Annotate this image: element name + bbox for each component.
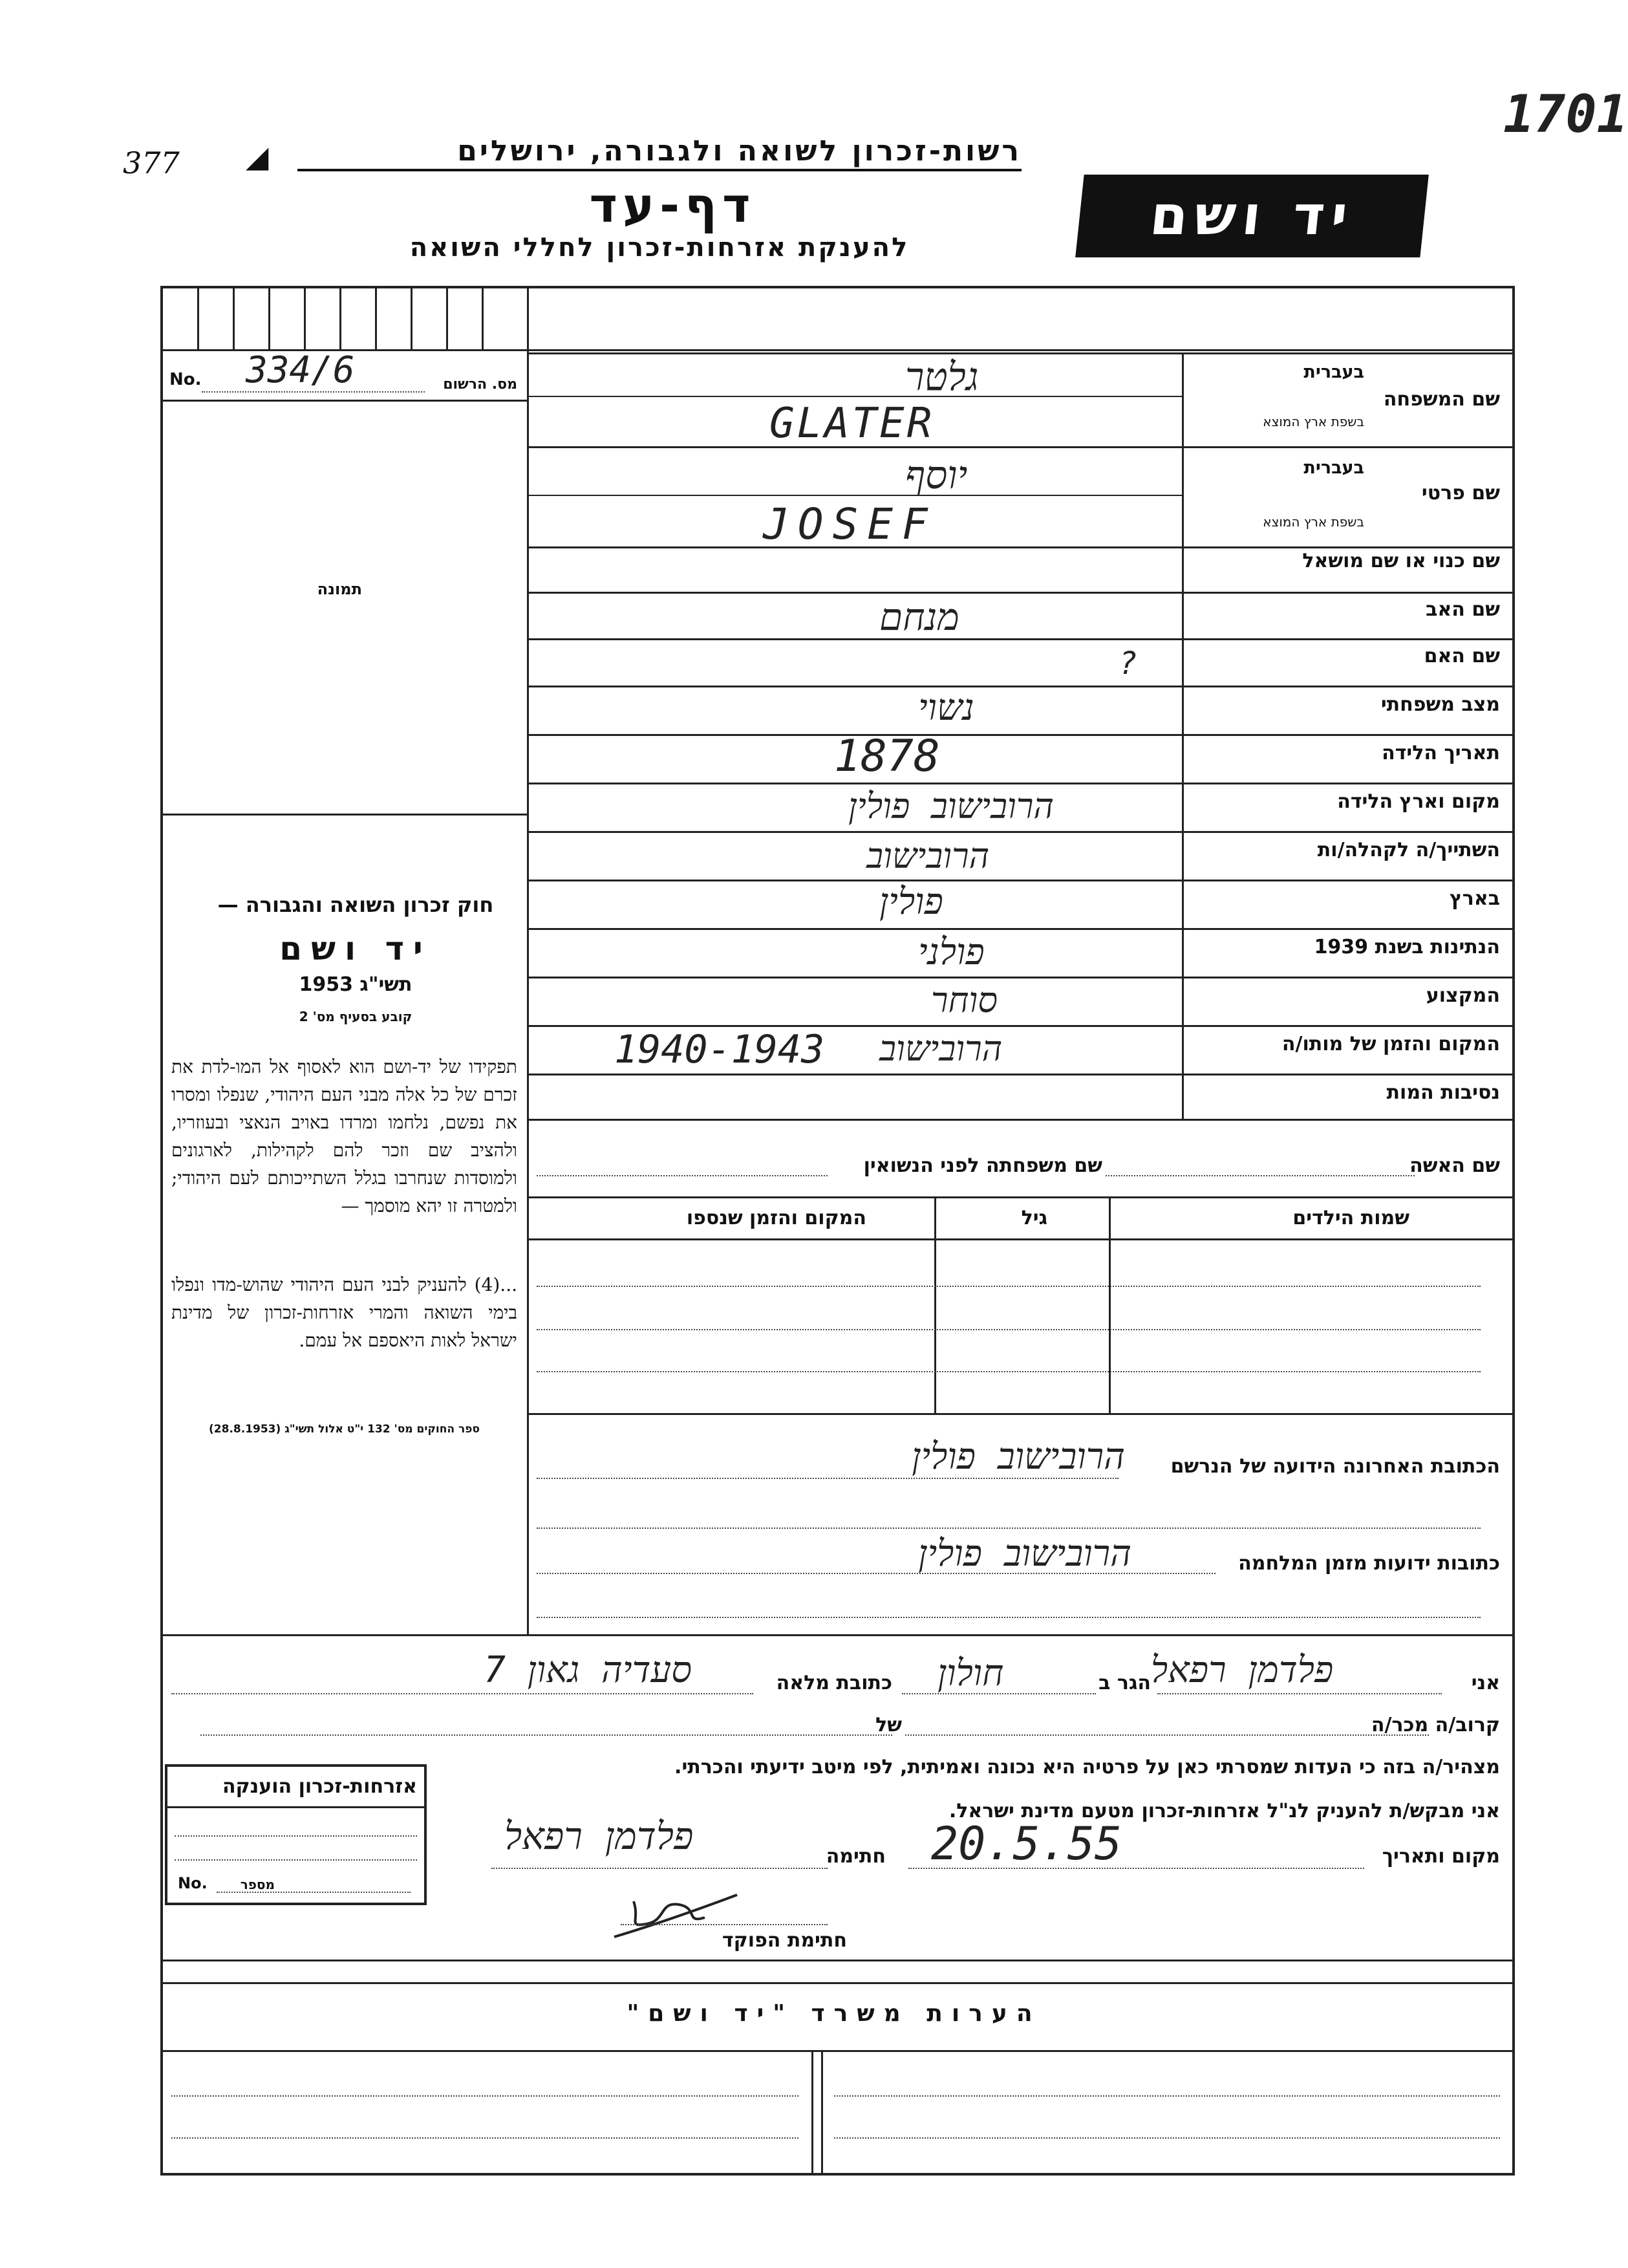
remarks-line [171, 2137, 798, 2139]
mother-value: ? [1119, 645, 1137, 682]
marital-label: מצב משפחתי [1380, 693, 1500, 716]
war-address-label: כתובות ידועות מזמן המלחמה [1238, 1552, 1500, 1575]
page-number: 377 [123, 146, 180, 180]
law-year: תשי"ג 1953 [299, 973, 412, 996]
country-value: פולין [879, 881, 943, 923]
family-name-label: שם המשפחה [1383, 388, 1500, 411]
death-years-value: 1940-1943 [614, 1027, 825, 1072]
remarks-line [171, 2095, 798, 2097]
last-address-label: הכתובת האחרונה הידועה של הנרשם [1170, 1455, 1500, 1478]
registration-number: 334/6 [246, 349, 355, 391]
wife-label: שם האשה [1409, 1154, 1500, 1177]
signature-value: פלדמן רפאל [504, 1814, 694, 1858]
children-row [537, 1329, 1481, 1330]
grant-box-no-label: No. [178, 1874, 208, 1892]
file-number: 1701 [1503, 84, 1628, 144]
city-value: חולון [937, 1652, 1004, 1694]
grant-box-number-label: מספר [240, 1877, 275, 1892]
citizenship-label: הנתינות בשנת 1939 [1314, 936, 1500, 958]
children-age-header: גיל [1021, 1207, 1047, 1229]
form-title: דף-עד [589, 178, 756, 233]
request-text: אני מבקש/ת להעניק לנ"ל אזרחות-זכרון מטעם מדינת ישראל. [948, 1800, 1500, 1822]
law-text-clause4: ...(4) להעניק לבני העם היהודי שהוש-מדו ונפלו בימי השואה והמרי אזרחות-זכרון של מדינת ישראל לאות היאספם אל עמם. [171, 1274, 517, 1351]
country-label: בארץ [1449, 887, 1500, 910]
death-place-value: הרובישוב [879, 1028, 1003, 1069]
last-address-value: הרובישוב פולין [912, 1436, 1125, 1478]
birth-place-value: הרובישוב פולין [848, 786, 1054, 826]
wife-maiden-label: שם משפחתה לפני הנשואין [863, 1154, 1102, 1177]
marital-value: נשוי [918, 687, 974, 729]
first-name-label: שם פרטי [1421, 482, 1500, 504]
date-value: 20.5.55 [931, 1817, 1122, 1870]
place-date-label: מקום ותאריך [1382, 1845, 1500, 1868]
death-label: המקום והזמן של מותו/ה [1281, 1033, 1500, 1055]
death-circumstances-label: נסיבות המות [1386, 1081, 1500, 1104]
profession-label: המקצוע [1426, 984, 1500, 1007]
children-place-header: המקום והזמן שנספו [686, 1207, 866, 1229]
relative-label: קרוב/ה מכר/ה [1371, 1714, 1500, 1736]
community-value: הרובישוב [866, 836, 990, 876]
father-label: שם האב [1426, 598, 1500, 621]
officer-signature-label: חתימת הפוקד [722, 1929, 847, 1952]
law-text-purpose: תפקידו של יד-ושם הוא לאסוף אל המו-לדת את זכרם של כל אלה מבני העם היהודי, שנפלו ומסרו את נפשם, נלחמו ומרדו באויב הנאצי ובעוזריו, ולהציב שם וזכר להם לקהילות, לארגונים ולמוסדות שנחרבו בגלל השתייכותם לעם היהודי; ולמטרה זו יהא מוסמך — [171, 1056, 517, 1216]
profession-value: סוחר [931, 980, 998, 1021]
yad-vashem-logo [1075, 175, 1428, 257]
family-name-origin-value: GLATER [769, 400, 935, 448]
children-row [537, 1286, 1481, 1287]
signature-label: חתימה [826, 1845, 886, 1868]
grant-box-title: אזרחות-זכרון הוענקה [222, 1775, 417, 1798]
remarks-line [834, 2137, 1500, 2139]
declare-text: מצהיר/ה בזה כי העדות שמסרתי כאן על פרטיה היא נכונה ואמיתית, לפי מיטב ידיעתי והכרתי. [674, 1756, 1500, 1778]
first-name-origin-sub: בשפת ארץ המוצא [1263, 514, 1364, 530]
mother-label: שם האם [1424, 645, 1500, 667]
first-name-origin-value: JOSEF [763, 499, 937, 549]
birth-date-label: תאריך הלידה [1382, 742, 1500, 764]
authority-name: רשות-זכרון לשואה ולגבורה, ירושלים [297, 135, 1022, 171]
birth-date-value: 1878 [834, 731, 940, 782]
nickname-label: שם כנוי או שם מושאל [1302, 550, 1500, 572]
law-clause: קובע בסעיף מס' 2 [299, 1009, 412, 1024]
stamp-mark-icon: ◢ [246, 139, 269, 174]
children-row [537, 1371, 1481, 1372]
first-name-hebrew-sub: בעברית [1303, 458, 1364, 478]
registration-no-label: No. [169, 370, 202, 389]
remarks-title: הערות משרד "יד ושם" [627, 2000, 1042, 2027]
war-address-value: הרובישוב פולין [918, 1533, 1131, 1575]
community-label: השתייך/ה לקהלה/ות [1317, 839, 1500, 861]
declarant-name-value: פלדמן רפאל [1151, 1649, 1334, 1691]
declarant-i-label: אני [1471, 1672, 1500, 1694]
citizenship-value: פולני [918, 931, 985, 973]
remarks-line [834, 2095, 1500, 2097]
full-address-label: כתובת מלאה [776, 1672, 892, 1694]
children-names-header: שמות הילדים [1292, 1207, 1409, 1229]
photo-label: תמונה [317, 580, 362, 598]
of-label: של [875, 1714, 902, 1736]
father-value: מנחם [879, 595, 959, 639]
family-name-hebrew-sub: בעברית [1303, 362, 1364, 382]
logo-text: יד ושם [1147, 184, 1357, 247]
registration-label: מס. הרשום [443, 376, 517, 393]
resides-label: הגר ב [1098, 1672, 1151, 1694]
law-name: יד ושם [279, 930, 432, 967]
birth-place-label: מקום וארץ הלידה [1337, 790, 1500, 813]
first-name-hebrew-value: יוסף [905, 453, 968, 498]
family-name-hebrew-value: גלטר [905, 354, 979, 400]
law-title: חוק זכרון השואה והגבורה — [217, 892, 494, 917]
family-name-origin-sub: בשפת ארץ המוצא [1263, 414, 1364, 429]
form-subtitle: להענקת אזרחות-זכרון לחללי השואה [409, 233, 910, 263]
law-reference: ספר החוקים מס' 132 י"ט אלול תשי"ג (28.8.1953) [209, 1423, 480, 1436]
address-value: סעדיה גאון 7 [484, 1649, 692, 1691]
